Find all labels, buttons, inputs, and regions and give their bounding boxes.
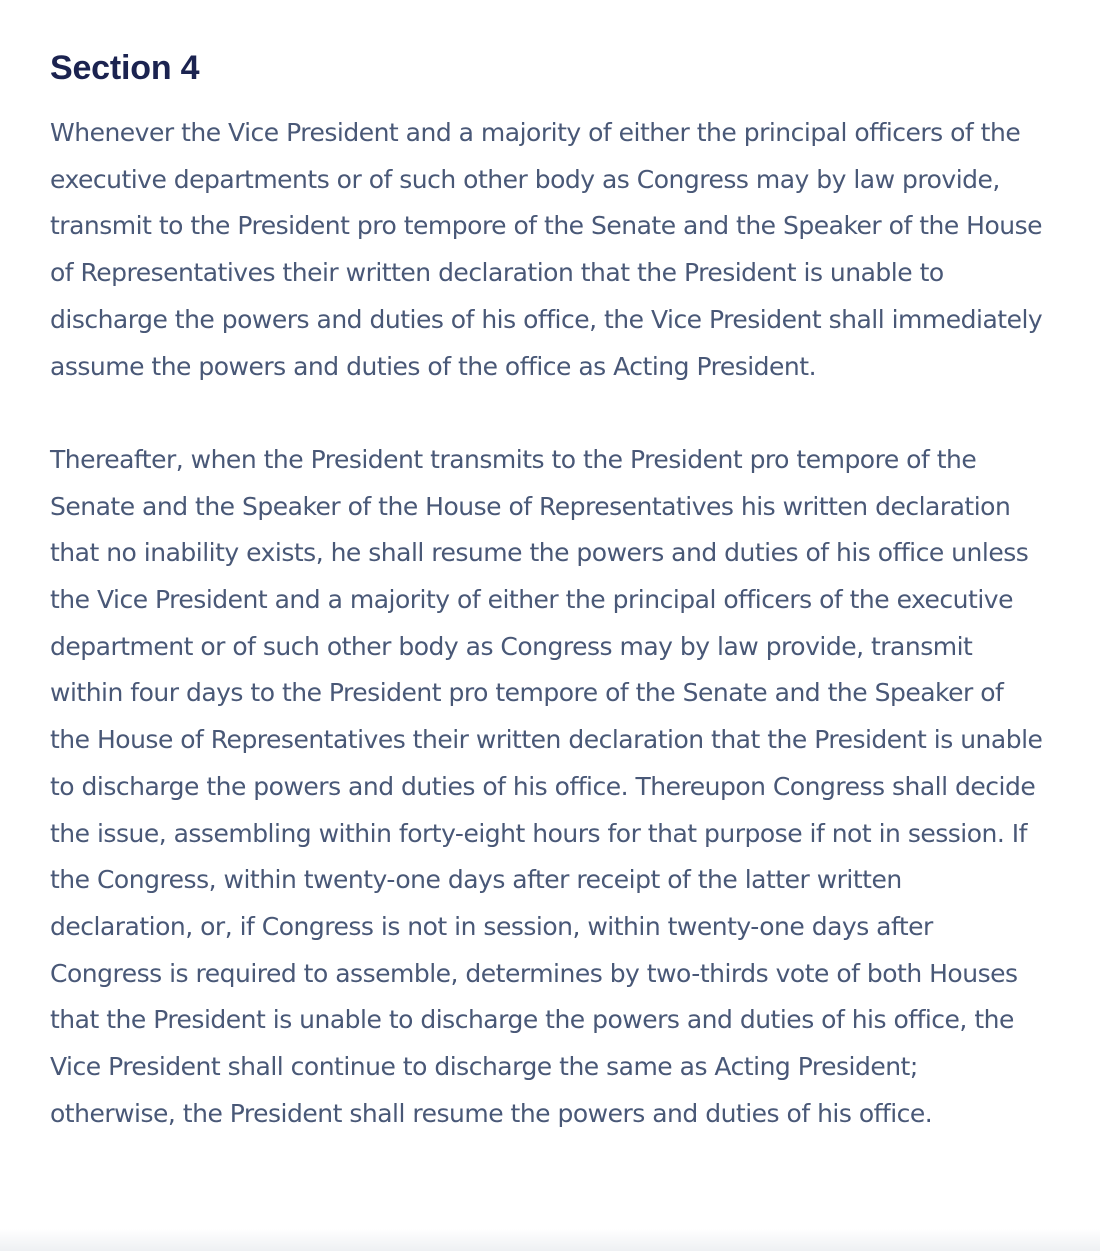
scroll-fade-overlay — [0, 1229, 1100, 1251]
section-paragraph-2: Thereafter, when the President transmits to the President pro tempore of the Senate and the Speaker of the House of Representatives his written declaration that no inability exists, he shall resume the powers and duties of his office unless the Vice President and a majority of either the principal officers of the executive department or of such other body as Congress may by law provide, transmit within four days to the President pro tempore of the Senate and the Speaker of the House of Representatives their written declaration that the President is unable to discharge the powers and duties of his office. Thereupon Congress shall decide the issue, assembling within forty-eight hours for that purpose if not in session. If the Congress, within twenty-one days after receipt of the latter written declaration, or, if Congress is not in session, within twenty-one days after Congress is required to assemble, determines by two-thirds vote of both Houses that the President is unable to discharge the powers and duties of his office, the Vice President shall continue to discharge the same as Acting President; otherwise, the President shall resume the powers and duties of his office. — [50, 444, 1043, 1128]
section-paragraph-1: Whenever the Vice President and a majority of either the principal officers of the executive departments or of such other body as Congress may by law provide, transmit to the President pro tempore of the Senate and the Speaker of the House of Representatives their written declaration that the President is unable to discharge the powers and duties of his office, the Vice President shall immediately assume the powers and duties of the office as Acting President. — [50, 118, 1043, 381]
section-title: Section 4 — [50, 49, 200, 87]
